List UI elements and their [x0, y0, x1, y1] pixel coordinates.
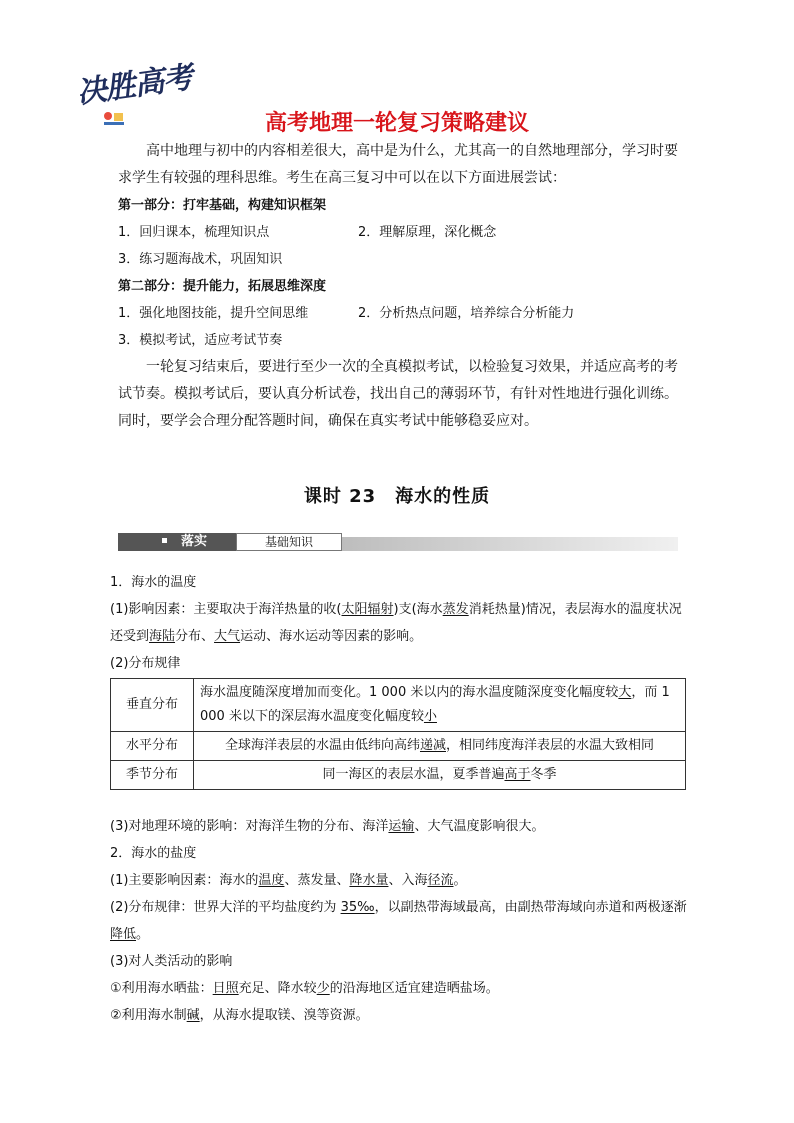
part2-title: 第二部分：提升能力，拓展思维深度: [118, 279, 327, 294]
text-span: ，以副热带海域最高，由副热带海域向赤道和两极逐渐: [374, 900, 687, 915]
text-span: 全球海洋表层的水温由低纬向高纬: [224, 738, 420, 753]
text-span: 。: [453, 873, 467, 888]
underlined-answer: 海陆: [149, 629, 176, 644]
row-cell-horizontal: [194, 732, 686, 761]
text-span: (2)分布规律：世界大洋的平均盐度约为: [110, 900, 341, 915]
row-header-seasonal: 季节分布: [111, 761, 194, 790]
text-span: 、大气温度影响很大。: [414, 819, 545, 834]
text-span: ②利用海水制: [110, 1008, 187, 1023]
text-span: ，从海水提取镁、溴等资源。: [199, 1008, 369, 1023]
closing-paragraph: 一轮复习结束后，要进行至少一次的全真模拟考试，以检验复习效果，并适应高考的考试节奏。模拟考试后，要认真分析试卷，找出自己的薄弱环节，有针对性地进行强化训练。同时，要学会合理分配答题时间，确保在真实考试中能够稳妥应对。: [118, 359, 678, 429]
banner-label-light: 基础知识: [236, 533, 342, 551]
text-span: 。: [136, 927, 150, 942]
square-icon: [162, 538, 167, 543]
part2-item3: 3．模拟考试，适应考试节奏: [118, 333, 283, 348]
text-span: (3)对地理环境的影响：对海洋生物的分布、海洋: [110, 819, 389, 834]
row-cell-seasonal: [194, 761, 686, 790]
part1-item1: 1．回归课本，梳理知识点: [118, 225, 270, 240]
underlined-answer: 碱: [186, 1008, 200, 1023]
underlined-answer: 日照: [212, 981, 239, 996]
text-span: 、入海: [388, 873, 428, 888]
text-span: 充足、降水较: [238, 981, 317, 996]
underlined-answer: 蒸发: [442, 602, 469, 617]
distribution-table-wrap: [110, 678, 686, 790]
distribution-heading: (2)分布规律: [110, 656, 181, 671]
text-span: 分布、: [175, 629, 215, 644]
underlined-answer: 运输: [388, 819, 415, 834]
underlined-answer: 降低: [110, 927, 137, 942]
part1-item3: 3．练习题海战术，巩固知识: [118, 252, 283, 267]
underlined-answer: 大: [618, 685, 632, 700]
intro-paragraph: 高中地理与初中的内容相差很大，高中是为什么，尤其高一的自然地理部分，学习时要求学生有较强的理科思维。考生在高三复习中可以在以下方面进展尝试：: [118, 143, 678, 186]
text-span: ，而 1 000 米以下的深层海水温度变化幅度较: [200, 685, 670, 724]
underlined-answer: 降水量: [349, 873, 389, 888]
distribution-table: [110, 678, 686, 790]
text-span: )支(海水: [393, 602, 443, 617]
underlined-answer: 太阳辐射: [341, 602, 394, 617]
section2-item1: [110, 975, 690, 1002]
text-span: ，相同纬度海洋表层的水温大致相同: [446, 738, 655, 753]
row-cell-vertical: [194, 679, 686, 732]
part1-row1: [118, 219, 678, 246]
underlined-answer: 温度: [258, 873, 285, 888]
text-span: (1)主要影响因素：海水的: [110, 873, 259, 888]
page-title: 高考地理一轮复习策略建议: [264, 111, 529, 136]
part2-row1: [118, 300, 678, 327]
section2-heading: 2．海水的盐度: [110, 846, 197, 861]
section1-heading: 1．海水的温度: [110, 575, 197, 590]
text-span: 海水温度随深度增加而变化。1 000 米以内的海水温度随深度变化幅度较: [200, 685, 619, 700]
text-span: (1)影响因素：主要取决于海洋热量的收(: [110, 602, 342, 617]
intro-section: [118, 138, 678, 435]
section1-factors: [110, 596, 690, 650]
underlined-answer: 35‰: [340, 900, 375, 915]
part2-item2: 2．分析热点问题，培养综合分析能力: [358, 306, 575, 321]
section2-distribution: [110, 894, 690, 948]
text-span: 、蒸发量、: [284, 873, 350, 888]
text-span: 运动、海水运动等因素的影响。: [240, 629, 423, 644]
row-header-vertical: 垂直分布: [111, 679, 194, 732]
section2-item2: [110, 1002, 690, 1029]
section2-factors: [110, 867, 690, 894]
underlined-answer: 高于: [504, 767, 531, 782]
part2-item1: 1．强化地图技能，提升空间思维: [118, 306, 309, 321]
section1-impact: [110, 813, 690, 840]
table-row: [111, 732, 686, 761]
section-banner: [118, 533, 678, 553]
text-span: 冬季: [530, 767, 557, 782]
text-span: 的沿海地区适宜建造晒盐场。: [329, 981, 499, 996]
underlined-answer: 少: [316, 981, 330, 996]
table-row: [111, 761, 686, 790]
underlined-answer: 递减: [419, 738, 446, 753]
section1-impact-and-section2: [110, 813, 690, 1029]
part1-item2: 2．理解原理，深化概念: [358, 225, 497, 240]
part1-title: 第一部分：打牢基础，构建知识框架: [118, 198, 327, 213]
text-span: 同一海区的表层水温，夏季普遍: [322, 767, 505, 782]
logo-text: 决胜高考: [74, 60, 195, 111]
row-header-horizontal: 水平分布: [111, 732, 194, 761]
lesson-title: 课时 23 海水的性质: [303, 486, 491, 507]
underlined-answer: 径流: [427, 873, 454, 888]
underlined-answer: 大气: [214, 629, 241, 644]
text-span: ①利用海水晒盐：: [110, 981, 213, 996]
table-row: [111, 679, 686, 732]
text-span: 消耗热量)情况，表层海水的温度状况还受到: [110, 602, 682, 644]
banner-label-dark: [118, 533, 236, 551]
section1: [110, 569, 690, 677]
section2-human-heading: (3)对人类活动的影响: [110, 954, 233, 969]
underlined-answer: 小: [423, 709, 437, 724]
banner-left-text: 落实: [181, 534, 208, 549]
